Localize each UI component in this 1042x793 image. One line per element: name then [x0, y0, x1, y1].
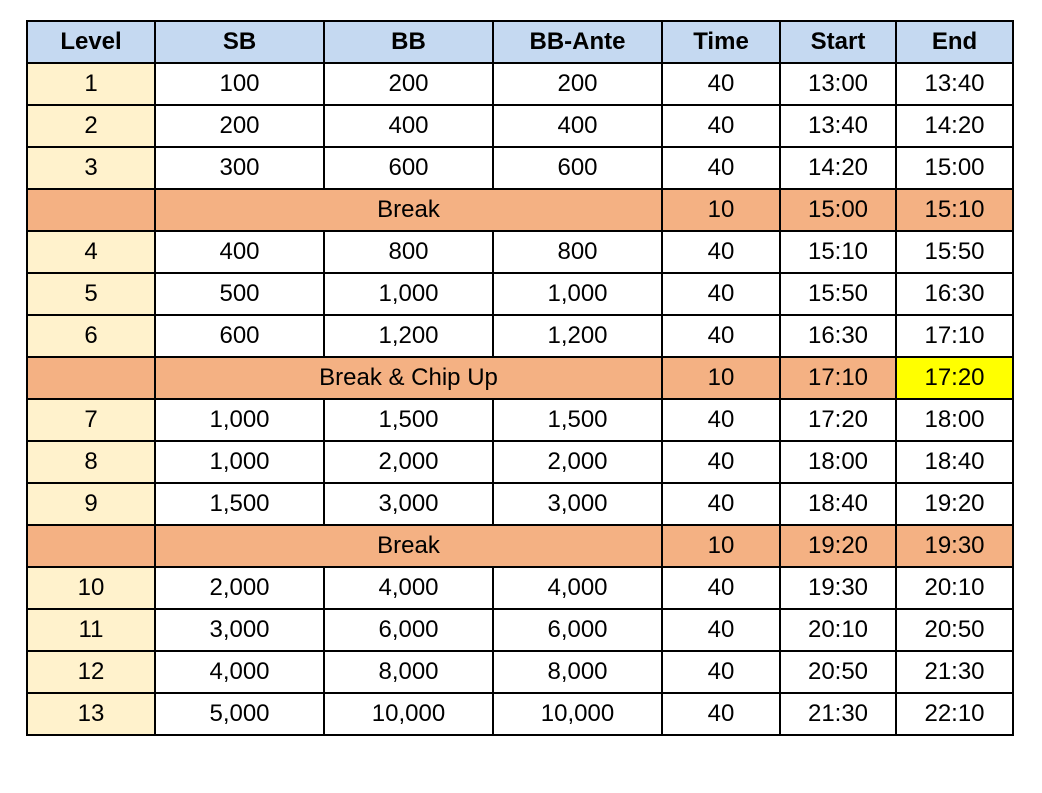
start-cell: 13:00	[780, 63, 896, 105]
start-cell: 19:30	[780, 567, 896, 609]
level-cell-empty	[27, 189, 155, 231]
bb-cell: 800	[324, 231, 493, 273]
end-cell: 17:10	[896, 315, 1013, 357]
bb-cell: 1,000	[324, 273, 493, 315]
end-cell: 14:20	[896, 105, 1013, 147]
break-label: Break	[155, 525, 662, 567]
level-cell: 6	[27, 315, 155, 357]
time-cell: 40	[662, 609, 780, 651]
start-cell: 14:20	[780, 147, 896, 189]
sb-cell: 5,000	[155, 693, 324, 735]
header-level: Level	[27, 21, 155, 63]
bb-ante-cell: 1,200	[493, 315, 662, 357]
break-label: Break	[155, 189, 662, 231]
time-cell: 40	[662, 63, 780, 105]
level-cell: 7	[27, 399, 155, 441]
bb-ante-cell: 10,000	[493, 693, 662, 735]
break-row	[27, 357, 1013, 399]
time-cell: 10	[662, 189, 780, 231]
end-cell: 15:00	[896, 147, 1013, 189]
table-row	[27, 441, 1013, 483]
time-cell: 40	[662, 315, 780, 357]
bb-cell: 4,000	[324, 567, 493, 609]
table-row	[27, 147, 1013, 189]
level-cell: 11	[27, 609, 155, 651]
bb-ante-cell: 6,000	[493, 609, 662, 651]
header-bb: BB	[324, 21, 493, 63]
end-cell: 13:40	[896, 63, 1013, 105]
time-cell: 10	[662, 525, 780, 567]
end-cell: 20:50	[896, 609, 1013, 651]
level-cell: 2	[27, 105, 155, 147]
level-cell: 4	[27, 231, 155, 273]
break-row	[27, 525, 1013, 567]
start-cell: 20:10	[780, 609, 896, 651]
sb-cell: 1,000	[155, 399, 324, 441]
bb-cell: 1,200	[324, 315, 493, 357]
start-cell: 15:50	[780, 273, 896, 315]
bb-ante-cell: 400	[493, 105, 662, 147]
start-cell: 21:30	[780, 693, 896, 735]
end-cell: 18:00	[896, 399, 1013, 441]
bb-ante-cell: 3,000	[493, 483, 662, 525]
header-time: Time	[662, 21, 780, 63]
end-cell: 15:50	[896, 231, 1013, 273]
level-cell: 1	[27, 63, 155, 105]
break-label: Break & Chip Up	[155, 357, 662, 399]
end-cell: 22:10	[896, 693, 1013, 735]
table-row	[27, 483, 1013, 525]
bb-cell: 8,000	[324, 651, 493, 693]
time-cell: 40	[662, 105, 780, 147]
level-cell: 13	[27, 693, 155, 735]
start-cell: 16:30	[780, 315, 896, 357]
table-row	[27, 273, 1013, 315]
time-cell: 40	[662, 483, 780, 525]
time-cell: 40	[662, 651, 780, 693]
table-row	[27, 693, 1013, 735]
bb-cell: 6,000	[324, 609, 493, 651]
table-row	[27, 567, 1013, 609]
sb-cell: 600	[155, 315, 324, 357]
bb-ante-cell: 800	[493, 231, 662, 273]
sb-cell: 4,000	[155, 651, 324, 693]
sb-cell: 3,000	[155, 609, 324, 651]
time-cell: 40	[662, 231, 780, 273]
bb-cell: 600	[324, 147, 493, 189]
level-cell-empty	[27, 357, 155, 399]
bb-cell: 3,000	[324, 483, 493, 525]
bb-ante-cell: 1,000	[493, 273, 662, 315]
bb-cell: 1,500	[324, 399, 493, 441]
start-cell: 17:20	[780, 399, 896, 441]
header-start: Start	[780, 21, 896, 63]
start-cell: 13:40	[780, 105, 896, 147]
table-row	[27, 399, 1013, 441]
bb-cell: 2,000	[324, 441, 493, 483]
table-row	[27, 315, 1013, 357]
level-cell-empty	[27, 525, 155, 567]
table-row	[27, 231, 1013, 273]
sb-cell: 400	[155, 231, 324, 273]
sb-cell: 2,000	[155, 567, 324, 609]
header-sb: SB	[155, 21, 324, 63]
bb-cell: 400	[324, 105, 493, 147]
end-cell: 18:40	[896, 441, 1013, 483]
table-body	[27, 63, 1013, 735]
level-cell: 5	[27, 273, 155, 315]
table-row	[27, 609, 1013, 651]
start-cell: 20:50	[780, 651, 896, 693]
end-cell: 19:30	[896, 525, 1013, 567]
table-row	[27, 63, 1013, 105]
end-cell: 16:30	[896, 273, 1013, 315]
level-cell: 9	[27, 483, 155, 525]
time-cell: 40	[662, 693, 780, 735]
time-cell: 40	[662, 273, 780, 315]
sb-cell: 1,000	[155, 441, 324, 483]
end-cell: 15:10	[896, 189, 1013, 231]
bb-ante-cell: 8,000	[493, 651, 662, 693]
level-cell: 3	[27, 147, 155, 189]
level-cell: 8	[27, 441, 155, 483]
blind-structure-table	[26, 20, 1014, 736]
level-cell: 10	[27, 567, 155, 609]
level-cell: 12	[27, 651, 155, 693]
bb-cell: 10,000	[324, 693, 493, 735]
sb-cell: 500	[155, 273, 324, 315]
header-end: End	[896, 21, 1013, 63]
table-row	[27, 651, 1013, 693]
end-cell: 20:10	[896, 567, 1013, 609]
end-cell: 21:30	[896, 651, 1013, 693]
bb-cell: 200	[324, 63, 493, 105]
time-cell: 10	[662, 357, 780, 399]
bb-ante-cell: 2,000	[493, 441, 662, 483]
end-cell: 17:20	[896, 357, 1013, 399]
start-cell: 18:00	[780, 441, 896, 483]
header-bb-ante: BB-Ante	[493, 21, 662, 63]
bb-ante-cell: 1,500	[493, 399, 662, 441]
time-cell: 40	[662, 147, 780, 189]
bb-ante-cell: 200	[493, 63, 662, 105]
start-cell: 18:40	[780, 483, 896, 525]
sb-cell: 300	[155, 147, 324, 189]
sb-cell: 200	[155, 105, 324, 147]
start-cell: 15:10	[780, 231, 896, 273]
start-cell: 17:10	[780, 357, 896, 399]
start-cell: 19:20	[780, 525, 896, 567]
header-row	[27, 21, 1013, 63]
bb-ante-cell: 4,000	[493, 567, 662, 609]
sb-cell: 1,500	[155, 483, 324, 525]
end-cell: 19:20	[896, 483, 1013, 525]
time-cell: 40	[662, 567, 780, 609]
sb-cell: 100	[155, 63, 324, 105]
start-cell: 15:00	[780, 189, 896, 231]
time-cell: 40	[662, 399, 780, 441]
bb-ante-cell: 600	[493, 147, 662, 189]
table-row	[27, 105, 1013, 147]
break-row	[27, 189, 1013, 231]
time-cell: 40	[662, 441, 780, 483]
